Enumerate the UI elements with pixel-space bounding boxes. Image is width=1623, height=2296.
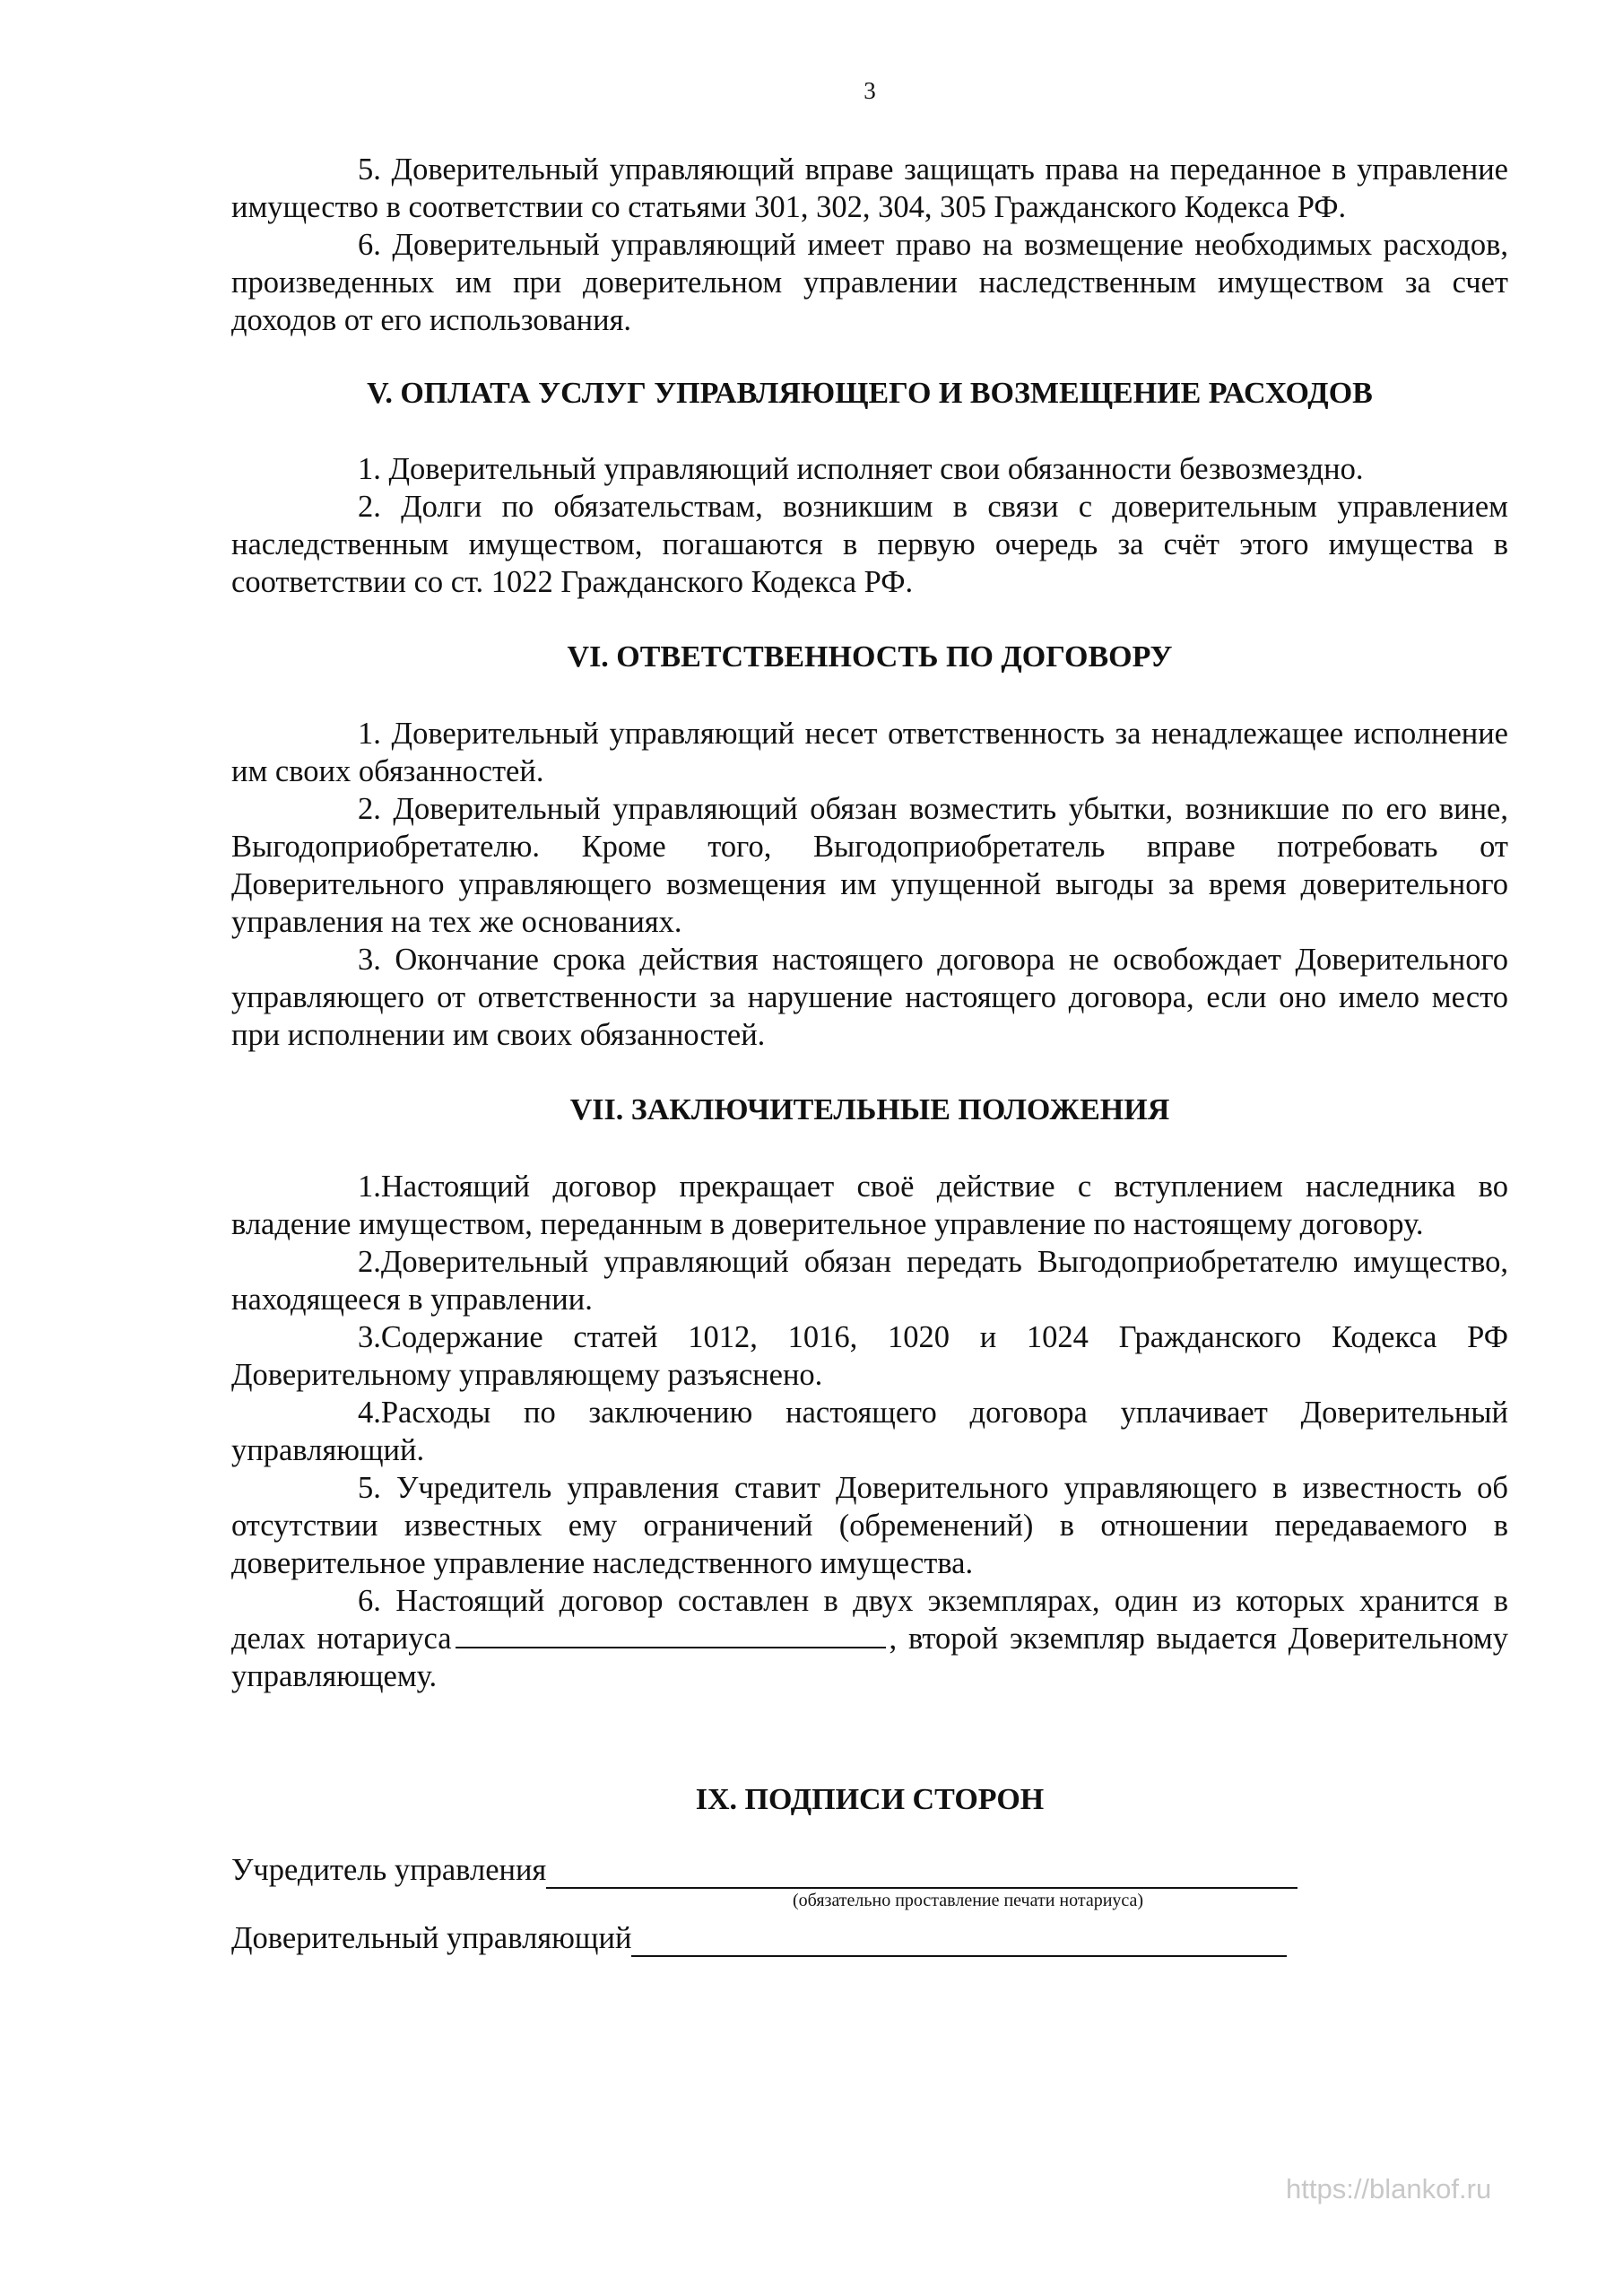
founder-signature-row bbox=[231, 1851, 1508, 1889]
section6-paragraph-2: 2. Доверительный управляющий обязан возместить убытки, возникшие по его вине, Выгодоприобретателю. Кроме того, Выгодоприобретатель вправе потребовать от Доверительного управляющего возмещения им упущенной выгоды за время доверительного управления на тех же основаниях. bbox=[231, 792, 1508, 939]
founder-signature-line bbox=[546, 1858, 1298, 1889]
notary-name-blank bbox=[456, 1620, 886, 1648]
founder-label: Учредитель управления bbox=[231, 1853, 547, 1887]
section7-paragraph-6-start: 6. Настоящий договор составлен в двух экземплярах, один из которых хранится в делах нотариуса bbox=[231, 1584, 1508, 1656]
section7-paragraph-5: 5. Учредитель управления ставит Доверительного управляющего в известность об отсутствии известных ему ограничений (обременений) в отношении передаваемого в доверительное управление наследственного имущества. bbox=[231, 1471, 1508, 1580]
founder-signature-note: (обязательно проставление печати нотариуса) bbox=[793, 1891, 1144, 1910]
section7-paragraph-4: 4.Расходы по заключению настоящего договора уплачивает Доверительный управляющий. bbox=[231, 1396, 1508, 1467]
section4-paragraph-5: 5. Доверительный управляющий вправе защищать права на переданное в управление имущество в соответствии со статьями 301, 302, 304, 305 Гражданского Кодекса РФ. bbox=[231, 152, 1508, 224]
watermark: https://blankof.ru bbox=[1286, 2173, 1492, 2205]
trustee-signature-row bbox=[231, 1919, 1508, 1957]
section7-paragraph-6-end: , второй экземпляр выдается Доверительному управляющему. bbox=[231, 1622, 1508, 1693]
section7-paragraph-3: 3.Содержание статей 1012, 1016, 1020 и 1024 Гражданского Кодекса РФ Доверительному управляющему разъяснено. bbox=[231, 1320, 1508, 1392]
section7-paragraph-2: 2.Доверительный управляющий обязан передать Выгодоприобретателю имущество, находящееся в управлении. bbox=[231, 1245, 1508, 1317]
section4-paragraph-6: 6. Доверительный управляющий имеет право на возмещение необходимых расходов, произведенных им при доверительном управлении наследственным имуществом за счет доходов от его использования. bbox=[231, 228, 1508, 337]
page-number: 3 bbox=[864, 77, 876, 104]
section7-paragraph-6 bbox=[231, 1582, 1508, 1695]
section7-title: VII. ЗАКЛЮЧИТЕЛЬНЫЕ ПОЛОЖЕНИЯ bbox=[569, 1093, 1170, 1126]
section7-paragraph-1: 1.Настоящий договор прекращает своё действие с вступлением наследника во владение имуществом, переданным в доверительное управление по настоящему договору. bbox=[231, 1170, 1508, 1241]
trustee-label: Доверительный управляющий bbox=[231, 1921, 632, 1955]
document-body bbox=[231, 151, 1508, 1957]
section6-title: VI. ОТВЕТСТВЕННОСТЬ ПО ДОГОВОРУ bbox=[567, 640, 1173, 674]
trustee-signature-line bbox=[631, 1926, 1287, 1957]
section5-title: V. ОПЛАТА УСЛУГ УПРАВЛЯЮЩЕГО И ВОЗМЕЩЕНИЕ РАСХОДОВ bbox=[367, 377, 1373, 410]
section6-paragraph-3: 3. Окончание срока действия настоящего договора не освобождает Доверительного управляющего от ответственности за нарушение настоящего договора, если оно имело место при исполнении им своих обязанностей. bbox=[231, 943, 1508, 1052]
section9-title: IX. ПОДПИСИ СТОРОН bbox=[695, 1783, 1045, 1816]
section5-paragraph-1: 1. Доверительный управляющий исполняет свои обязанности безвозмездно. bbox=[358, 452, 1364, 486]
section6-paragraph-1: 1. Доверительный управляющий несет ответственность за ненадлежащее исполнение им своих обязанностей. bbox=[231, 717, 1508, 788]
section5-paragraph-2: 2. Долги по обязательствам, возникшим в связи с доверительным управлением наследственным имуществом, погашаются в первую очередь за счёт этого имущества в соответствии со ст. 1022 Гражданского Кодекса РФ. bbox=[231, 490, 1508, 599]
